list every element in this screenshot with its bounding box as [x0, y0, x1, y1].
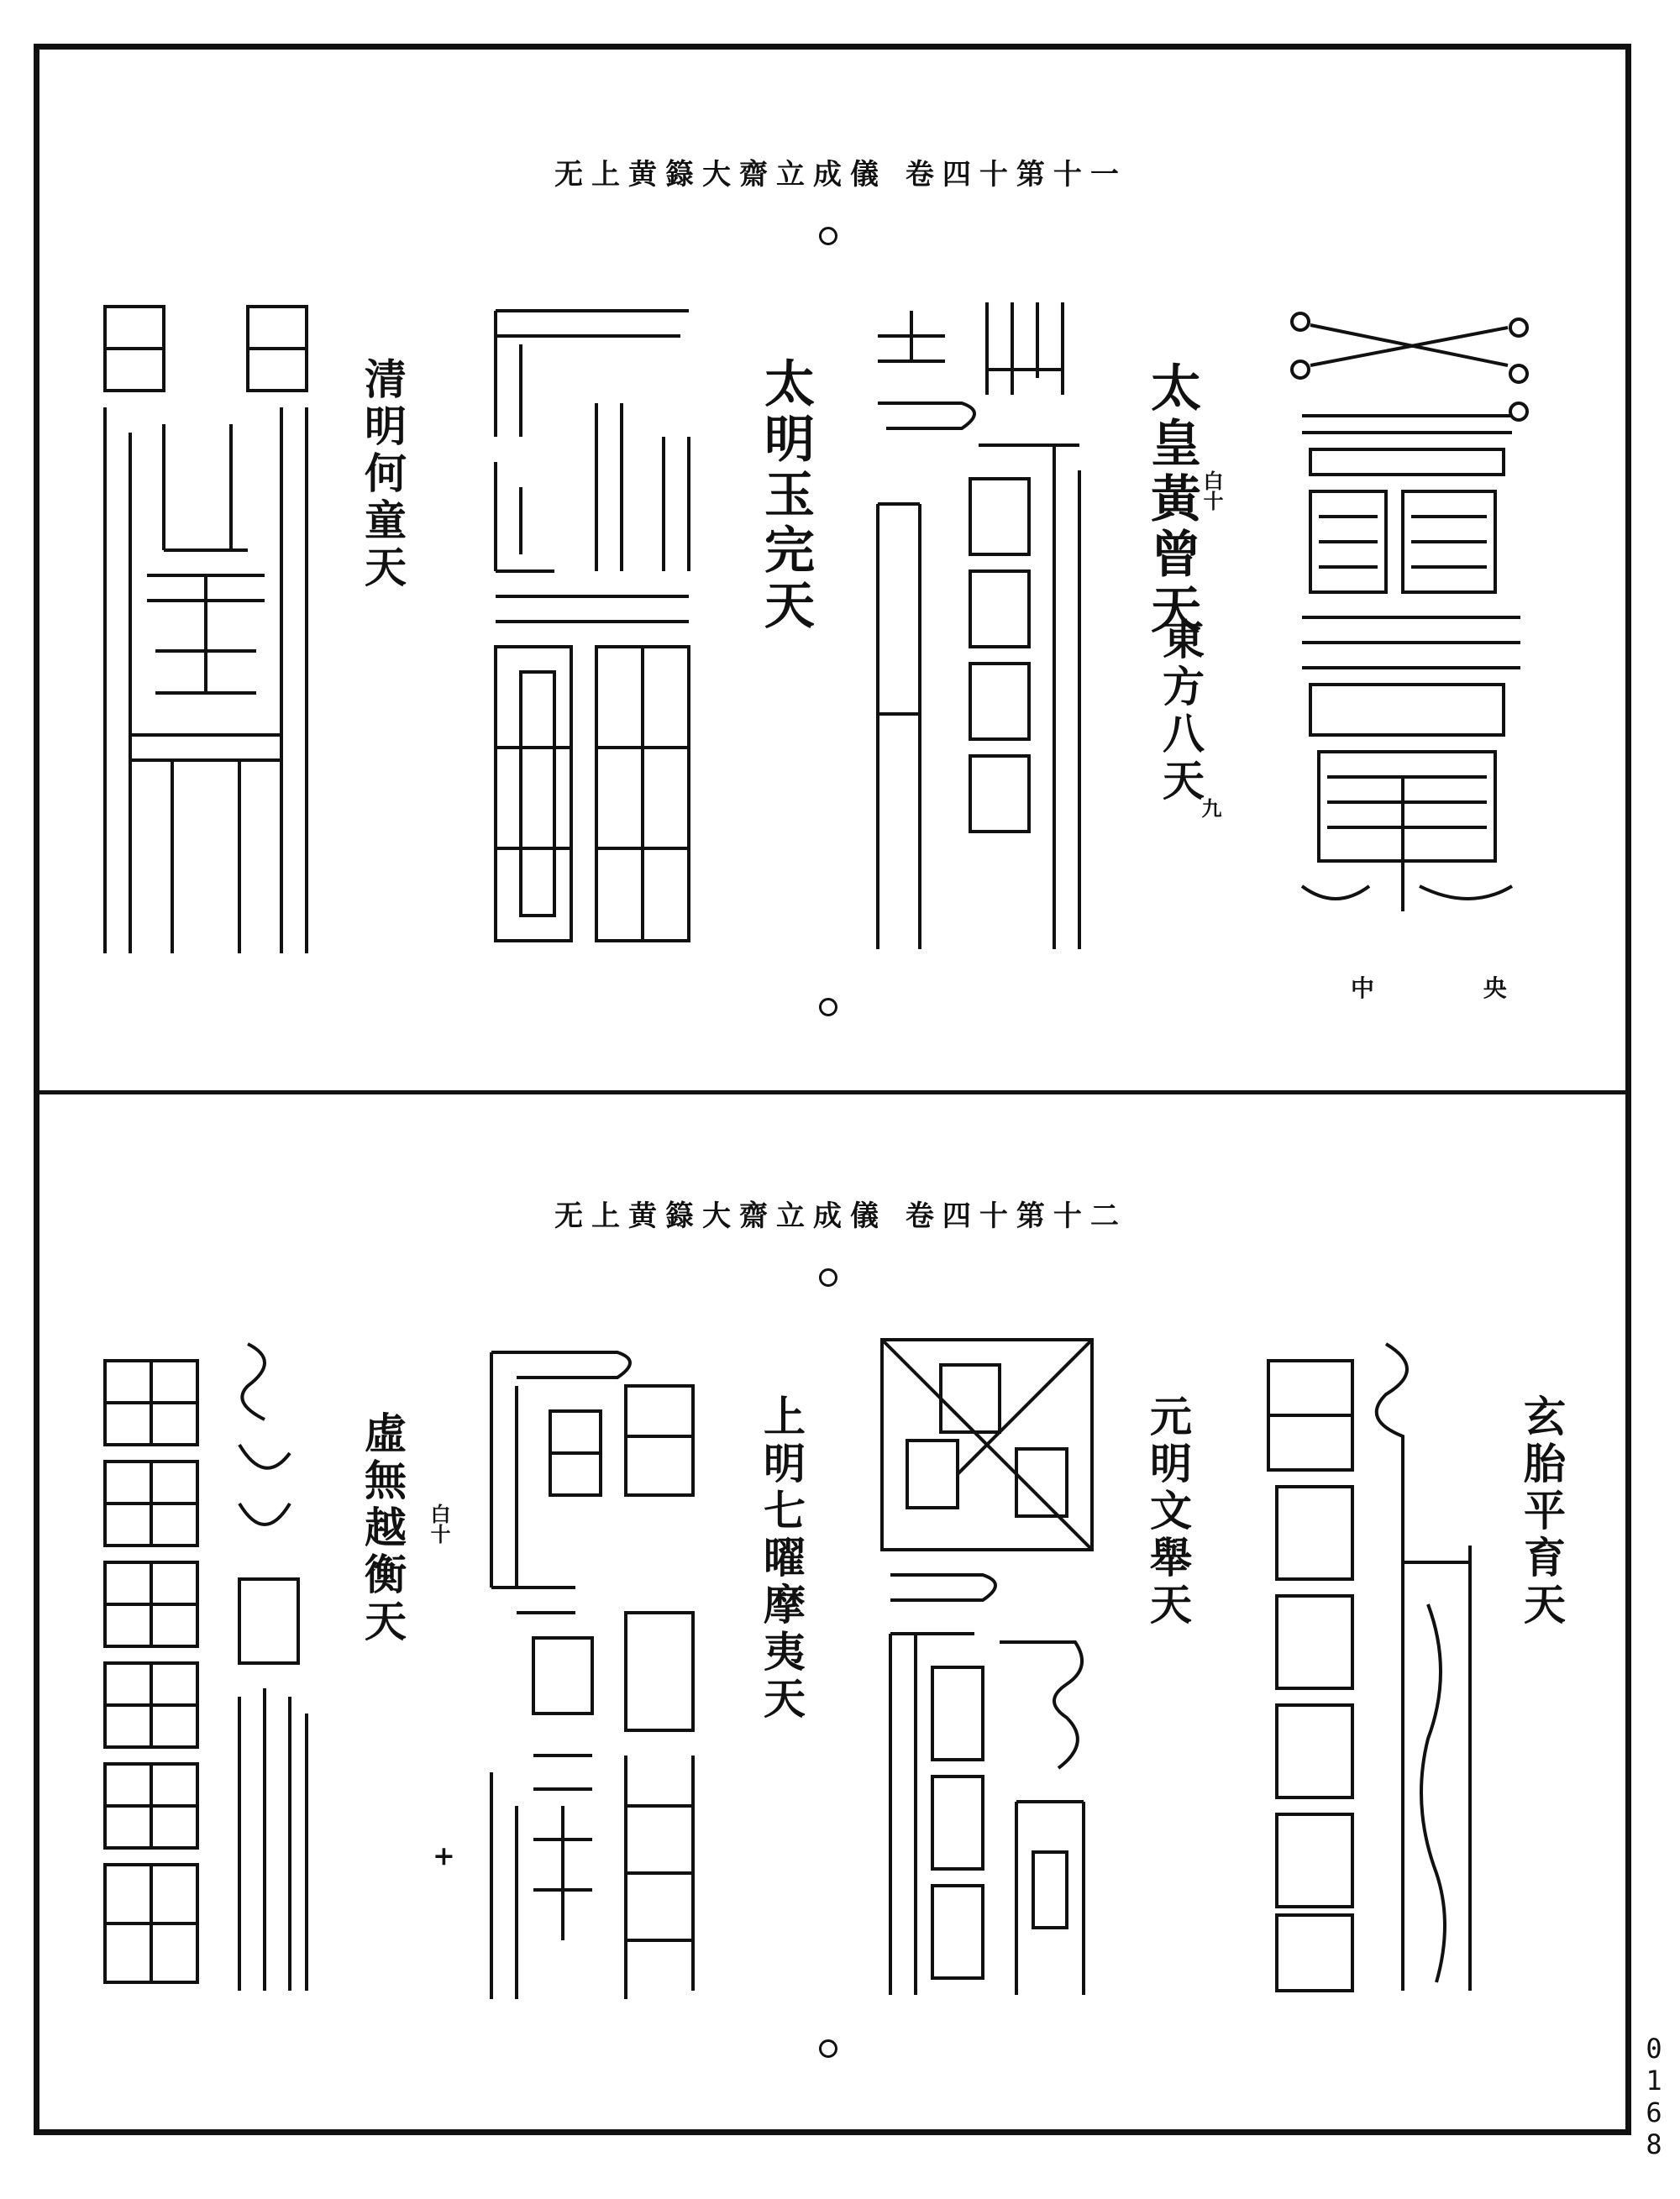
- heaven-name-2: 太明玉完天: [756, 357, 815, 634]
- heaven-note-1: 白十: [1200, 470, 1224, 511]
- talisman-4: [97, 298, 315, 953]
- heaven-name-6: 上明七曜摩夷天: [757, 1394, 806, 1724]
- talisman-5: [1260, 1336, 1478, 1999]
- binding-hole-icon: [819, 2039, 837, 2058]
- binding-hole-icon: [819, 1268, 837, 1287]
- bottom-page-header: 无上黄籙大齋立成儀 卷四十第十二: [554, 1199, 1127, 1233]
- talisman-6: [874, 1331, 1100, 1995]
- heaven-name-7: 虛無越衡天: [358, 1411, 407, 1646]
- binding-hole-icon: [819, 998, 837, 1016]
- talisman-2: [869, 294, 1096, 949]
- heaven-note-7: 白十: [427, 1504, 451, 1544]
- page-number: 0168: [1638, 2033, 1670, 2160]
- heaven-name-5: 元明文舉天: [1143, 1394, 1193, 1630]
- binding-hole-icon: [819, 227, 837, 245]
- top-page-header: 无上黄籙大齋立成儀 卷四十第十一: [554, 158, 1127, 192]
- region-note: 九: [1198, 798, 1222, 818]
- margin-mark: +: [433, 1839, 455, 1871]
- talisman-3: [479, 294, 706, 949]
- heaven-name-1: 太皇黃曾天: [1142, 361, 1201, 638]
- talisman-7: [483, 1336, 710, 1999]
- heaven-name-3: 清明何童天: [358, 357, 407, 592]
- region-label: 東方八天: [1156, 617, 1205, 806]
- heaven-name-4: 玄胎平育天: [1517, 1394, 1567, 1630]
- center-caption: 中 央: [1351, 974, 1557, 1002]
- page-divider: [34, 1090, 1631, 1094]
- talisman-8: [97, 1336, 315, 1999]
- talisman-central-seal: [1285, 307, 1537, 962]
